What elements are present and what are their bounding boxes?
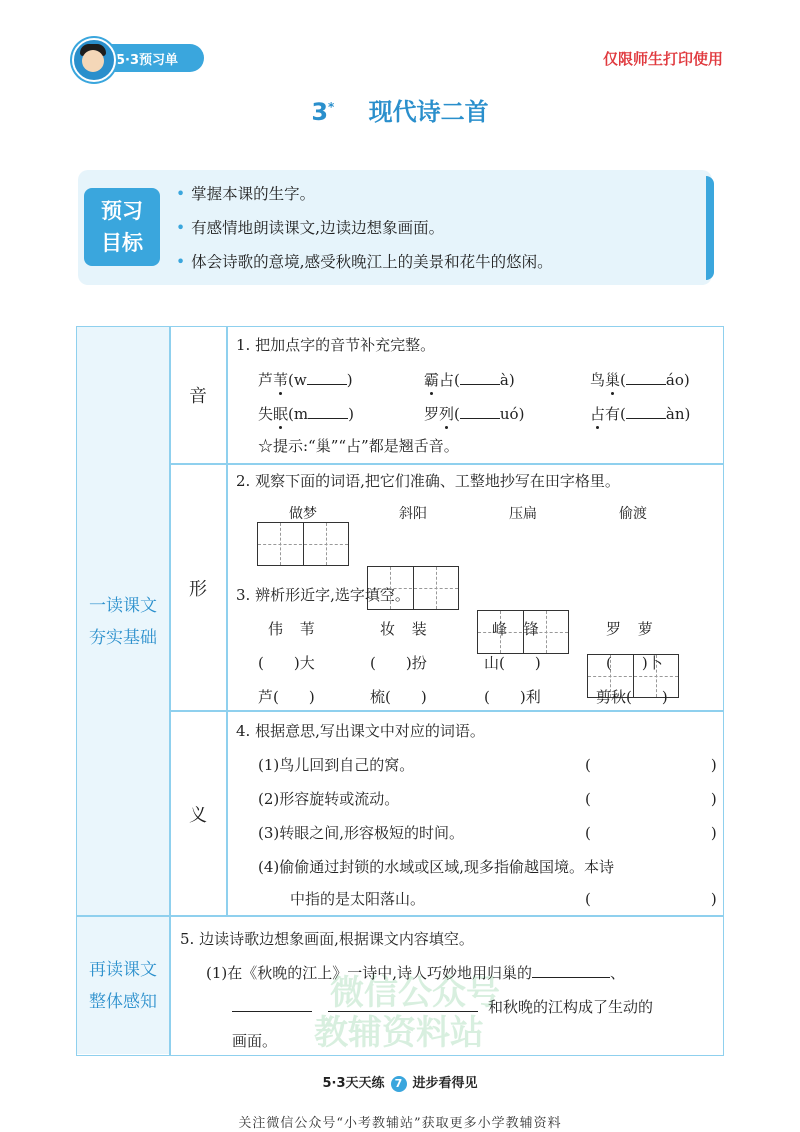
q3-pair: 伟 苇 [268, 620, 321, 638]
q3-pair: 罗 萝 [606, 620, 659, 638]
q3-fill[interactable]: 山( ) [484, 654, 541, 672]
q2-word: 做梦 [289, 506, 317, 522]
q4-answer[interactable]: ( ) [585, 756, 717, 774]
series-label: 5·3预习单 [80, 44, 204, 72]
q3-fill[interactable]: ( )大 [258, 654, 315, 672]
q4-answer[interactable]: ( ) [585, 824, 717, 842]
q5-line2: 和秋晚的江构成了生动的 [232, 996, 653, 1017]
q1-hint: ☆提示:“巢”“占”都是翘舌音。 [258, 437, 459, 455]
goal-item: • 体会诗歌的意境,感受秋晚江上的美景和花牛的悠闲。 [176, 253, 553, 271]
answer-blank[interactable] [626, 404, 666, 419]
footer-series: 5·3天天练 [322, 1076, 385, 1091]
q3-pair: 妆 装 [380, 620, 433, 638]
q4-item: (1)鸟儿回到自己的窝。 [258, 756, 415, 774]
answer-blank[interactable] [460, 370, 500, 385]
q2-prompt: 2. 观察下面的词语,把它们准确、工整地抄写在田字格里。 [236, 472, 620, 490]
q3-pair: 峰 锋 [492, 620, 545, 638]
lesson-title: 现代诗二首 [368, 98, 489, 126]
goal-item: • 掌握本课的生字。 [176, 185, 316, 203]
q1-item: 鸟巢( áo) [590, 371, 690, 389]
q2-word: 斜阳 [399, 506, 427, 522]
goals-badge-line2: 目标 [101, 231, 143, 255]
q3-fill[interactable]: ( )扮 [370, 654, 427, 672]
q1-item: 罗列( uó) [424, 405, 525, 423]
q1-item: 占有( àn) [590, 405, 691, 423]
watermark-line2: 教辅资料站 [314, 1013, 484, 1053]
q5-line3: 画面。 [232, 1032, 278, 1050]
footer [0, 1072, 800, 1092]
bottom-note: 关注微信公众号“小考教辅站”获取更多小学教辅资料 [238, 1116, 562, 1131]
q3-prompt: 3. 辨析形近字,选字填空。 [236, 586, 410, 604]
print-notice: 仅限师生打印使用 [602, 50, 723, 68]
q4-item: (2)形容旋转或流动。 [258, 790, 400, 808]
answer-blank[interactable] [626, 370, 666, 385]
answer-blank[interactable] [328, 997, 478, 1012]
q4-answer[interactable]: ( ) [585, 890, 717, 908]
goal-item: • 有感情地朗读课文,边读边想象画面。 [176, 219, 445, 237]
q1-item: 失眠(m ) [258, 405, 354, 423]
q4-item-cont: 中指的是太阳落山。 [290, 890, 426, 908]
q3-fill[interactable]: 剪秋( ) [596, 688, 668, 706]
q3-fill[interactable]: 梳( ) [370, 688, 427, 706]
row-label-yin: 音 [189, 386, 207, 407]
q5-line1: (1)在《秋晚的江上》一诗中,诗人巧妙地用归巢的 、 [206, 964, 626, 982]
q1-prompt: 1. 把加点字的音节补充完整。 [236, 336, 436, 354]
section-column [77, 327, 169, 1054]
lesson-number: 3 [311, 98, 329, 126]
q4-prompt: 4. 根据意思,写出课文中对应的词语。 [236, 722, 485, 740]
q4-item: (4)偷偷通过封锁的水域或区域,现多指偷越国境。本诗 [258, 858, 615, 876]
answer-blank[interactable] [308, 404, 348, 419]
q4-item: (3)转眼之间,形容极短的时间。 [258, 824, 465, 842]
q3-fill[interactable]: 芦( ) [258, 688, 315, 706]
row-label-yi: 义 [189, 805, 207, 826]
answer-blank[interactable] [460, 404, 500, 419]
row-label-xing: 形 [189, 579, 207, 600]
tian-grid[interactable] [257, 522, 349, 566]
q2-word: 压扁 [509, 506, 537, 522]
q4-answer[interactable]: ( ) [585, 790, 717, 808]
page-number: 7 [391, 1076, 407, 1092]
goals-badge-line1: 预习 [101, 199, 143, 223]
goals-badge [84, 188, 160, 266]
footer-slogan: 进步看得见 [412, 1076, 478, 1091]
q3-fill[interactable]: ( )卜 [606, 654, 663, 672]
q2-word: 偷渡 [619, 506, 647, 522]
q1-item: 霸占( à) [424, 371, 515, 389]
q5-prompt: 5. 边读诗歌边想象画面,根据课文内容填空。 [180, 930, 474, 948]
page-title [0, 92, 800, 127]
section-first-label: 一读课文 夯实基础 [89, 596, 157, 648]
mascot-avatar [72, 38, 116, 82]
answer-blank[interactable] [532, 963, 610, 978]
section-second-label: 再读课文 整体感知 [89, 960, 157, 1012]
q1-item: 芦苇(w ) [258, 371, 353, 389]
lesson-star: * [328, 100, 335, 114]
q3-fill[interactable]: ( )利 [484, 688, 541, 706]
goals-panel-edge [706, 176, 714, 280]
answer-blank[interactable] [232, 997, 312, 1012]
answer-blank[interactable] [307, 370, 347, 385]
watermark-line1: 微信公众号 [330, 973, 500, 1013]
